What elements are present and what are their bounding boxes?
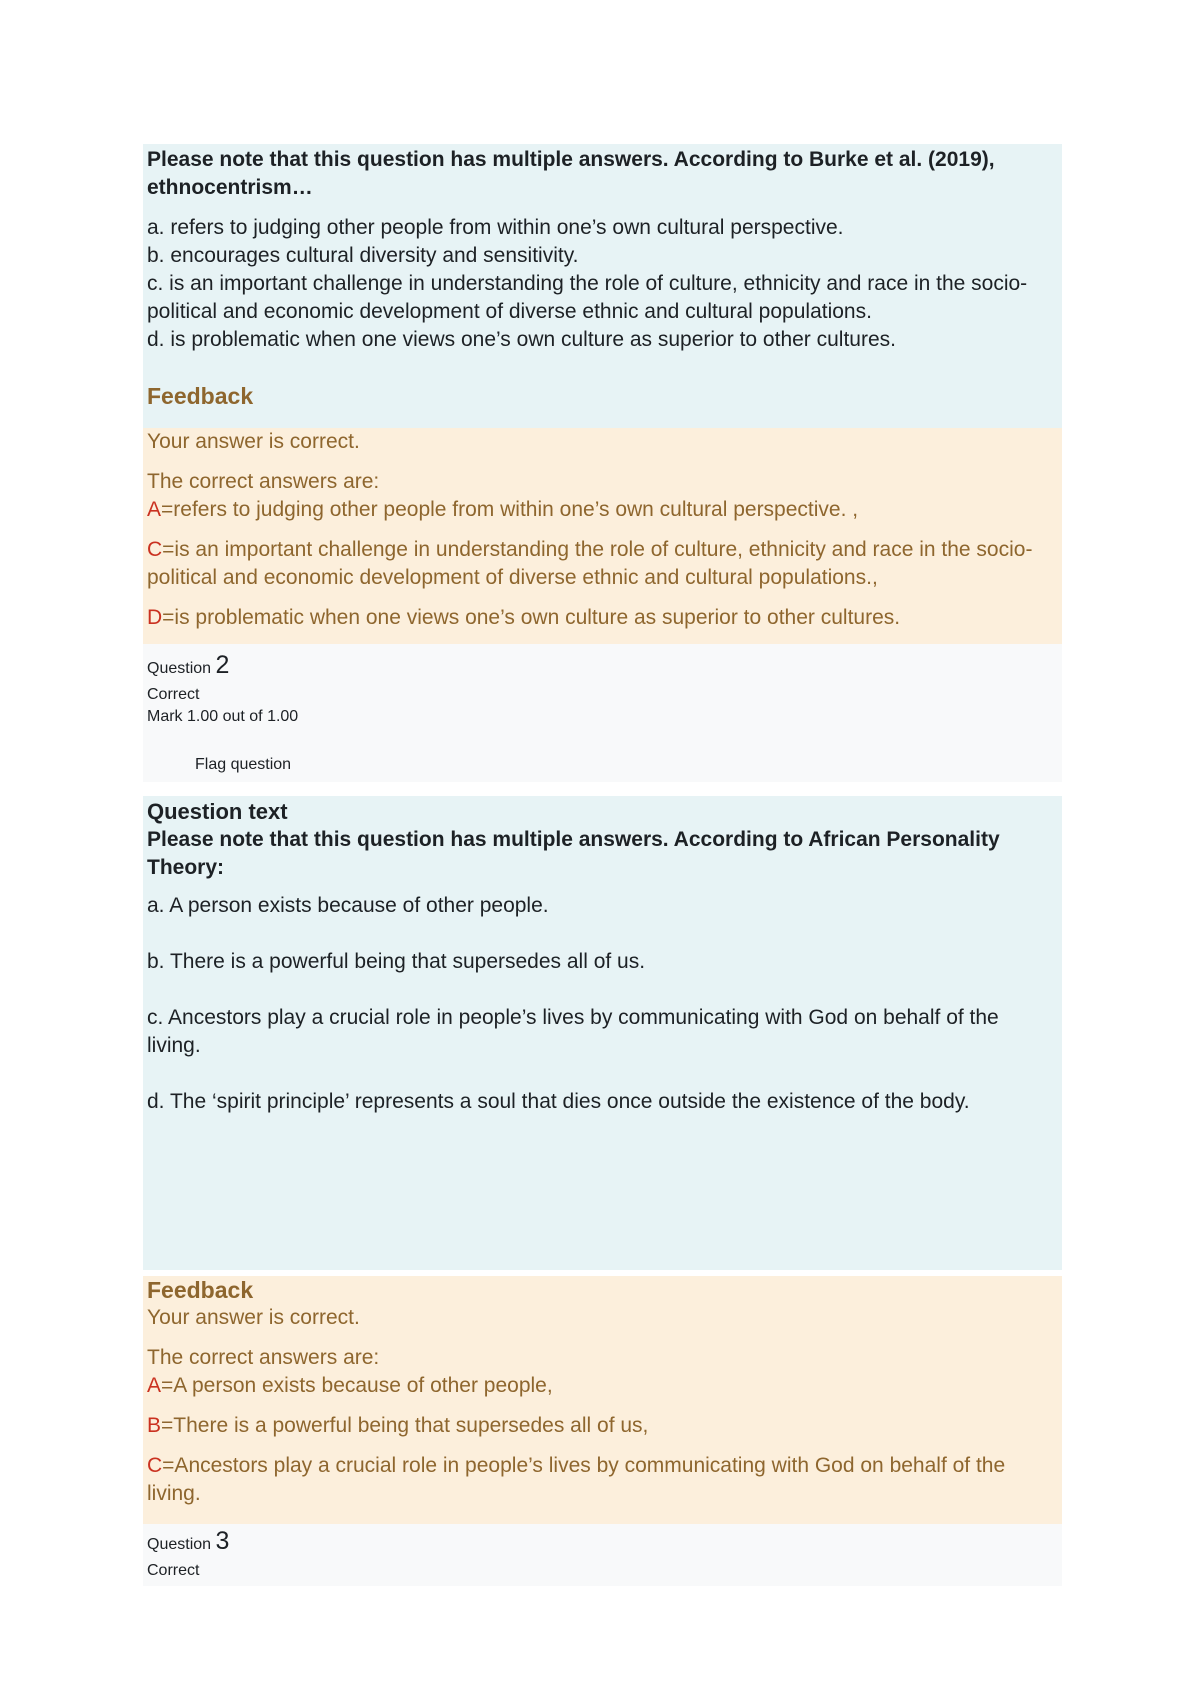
question-1-option-a[interactable]: a. refers to judging other people from within one’s own cultural perspective.: [147, 216, 844, 239]
question-1-feedback-block: [143, 428, 1062, 644]
question-1-correct-answer-a: [147, 496, 1058, 524]
question-1-correct-answer-d: [147, 604, 1058, 632]
question-3-number: [147, 1526, 1058, 1560]
question-1-correct-answer-c: [147, 536, 1058, 592]
question-2-number: [147, 650, 1058, 684]
question-2-option-d[interactable]: d. The ‘spirit principle’ represents a soul that dies once outside the existence of the body.: [147, 1090, 970, 1113]
question-1-option-c[interactable]: c. is an important challenge in understanding the role of culture, ethnicity and race in the socio-political and economic development of diverse ethnic and cultural populations.: [147, 272, 1028, 323]
answer-letter: C: [147, 538, 163, 561]
answer-text: =refers to judging other people from within one’s own cultural perspective. ,: [161, 498, 859, 521]
answer-letter: C: [147, 1454, 163, 1477]
question-1-option-d[interactable]: d. is problematic when one views one’s own culture as superior to other cultures.: [147, 328, 896, 351]
question-label: Question: [147, 660, 212, 677]
answer-letter: D: [147, 606, 163, 629]
question-2-status: Correct: [147, 686, 200, 703]
question-2-feedback-block: [143, 1276, 1062, 1524]
answer-letter: B: [147, 1414, 162, 1437]
answer-letter: A: [147, 498, 162, 521]
question-2-option-c[interactable]: c. Ancestors play a crucial role in people’s lives by communicating with God on behalf of the living.: [147, 1006, 999, 1057]
question-2-text-block: [143, 796, 1062, 1270]
quiz-review-page: [143, 144, 1062, 1586]
question-2-feedback-result: Your answer is correct.: [147, 1306, 360, 1329]
answer-text: =Ancestors play a crucial role in people’s lives by communicating with God on behalf of the living.: [147, 1454, 1006, 1505]
question-2-prompt: Please note that this question has multiple answers. According to African Personality Theory:: [147, 828, 1000, 879]
question-3-info-block: [143, 1524, 1062, 1586]
question-1-feedback-result: Your answer is correct.: [147, 430, 360, 453]
question-2-mark: Mark 1.00 out of 1.00: [147, 708, 299, 725]
answer-text: =is problematic when one views one’s own culture as superior to other cultures.: [162, 606, 901, 629]
question-1-option-b[interactable]: b. encourages cultural diversity and sensitivity.: [147, 244, 579, 267]
question-label: Question: [147, 1536, 212, 1553]
question-2-correct-answer-c: [147, 1452, 1058, 1508]
question-1-feedback-heading: Feedback: [147, 383, 254, 409]
flag-question-link[interactable]: Flag question: [195, 756, 292, 773]
question-number: 3: [215, 1527, 230, 1555]
answer-text: =is an important challenge in understanding the role of culture, ethnicity and race in the socio-political and economic development of diverse ethnic and cultural populations.,: [147, 538, 1033, 589]
answer-letter: A: [147, 1374, 162, 1397]
question-2-feedback-heading: Feedback: [147, 1277, 254, 1303]
question-1-text-block: [143, 144, 1062, 428]
question-3-status: Correct: [147, 1562, 200, 1579]
answer-text: =A person exists because of other people,: [161, 1374, 553, 1397]
answer-text: =There is a powerful being that supersedes all of us,: [161, 1414, 649, 1437]
question-2-correct-answers-intro: The correct answers are:: [147, 1346, 380, 1369]
question-text-heading: Question text: [147, 799, 288, 824]
question-1-prompt: Please note that this question has multiple answers. According to Burke et al. (2019), ethnocentrism…: [147, 148, 995, 199]
question-2-correct-answer-b: [147, 1412, 1058, 1440]
question-2-option-b[interactable]: b. There is a powerful being that supersedes all of us.: [147, 950, 646, 973]
question-1-correct-answers-intro: The correct answers are:: [147, 470, 380, 493]
question-2-info-block: [143, 644, 1062, 782]
question-2-option-a[interactable]: a. A person exists because of other people.: [147, 894, 549, 917]
question-number: 2: [215, 651, 230, 679]
question-2-correct-answer-a: [147, 1372, 1058, 1400]
